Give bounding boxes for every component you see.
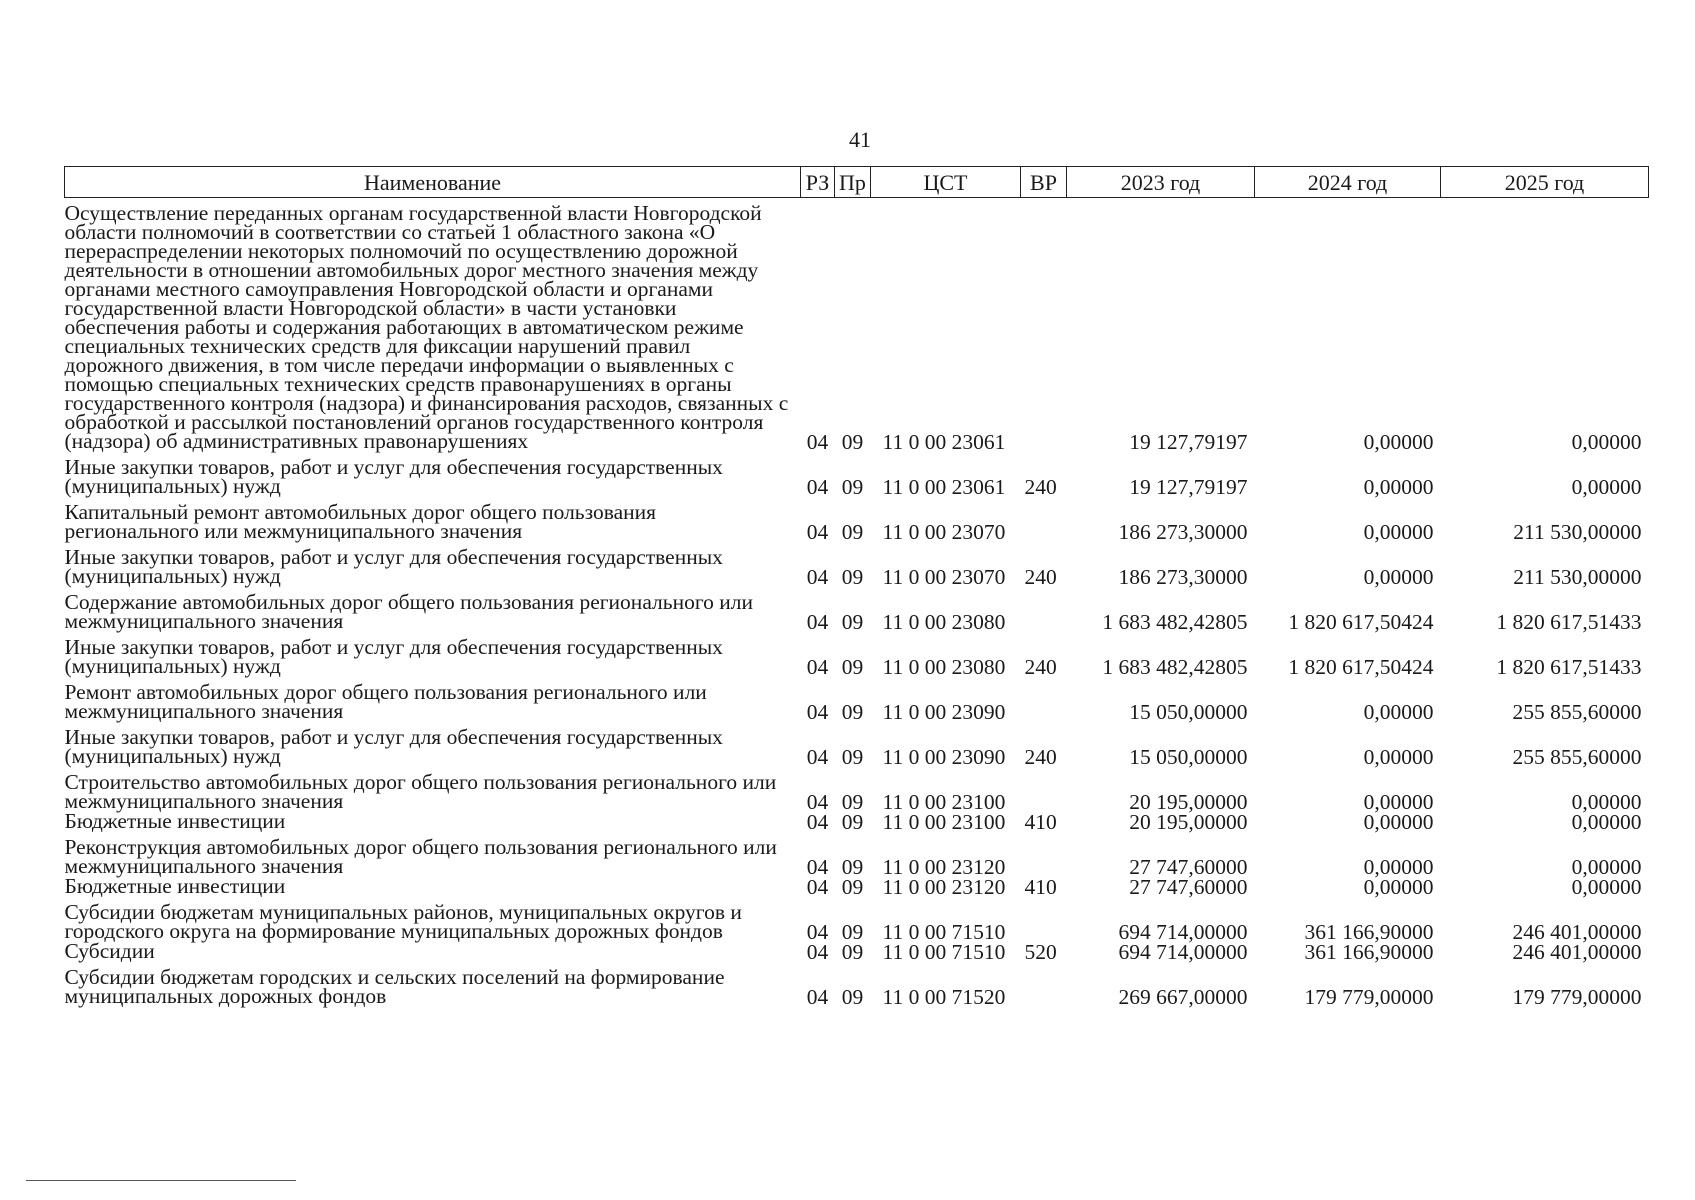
row-rz: 04	[806, 430, 829, 454]
row-name: Иные закупки товаров, работ и услуг для обеспечения государственных (муниципальных) нужд	[64, 545, 723, 588]
row-vr	[1021, 767, 1067, 812]
row-2025: 1 820 617,51433	[1496, 610, 1642, 634]
table-row	[65, 632, 1649, 677]
row-vr: 240	[1024, 475, 1057, 499]
row-rz: 04	[806, 745, 829, 769]
row-name: Иные закупки товаров, работ и услуг для обеспечения государственных (муниципальных) нужд	[64, 635, 723, 678]
row-2023: 19 127,79197	[1129, 475, 1248, 499]
row-2023: 15 050,00000	[1129, 700, 1248, 724]
row-2023: 20 195,00000	[1129, 790, 1248, 814]
table-row	[65, 677, 1649, 722]
row-pr: 09	[841, 700, 864, 724]
row-2024: 1 820 617,50424	[1288, 610, 1434, 634]
row-cst: 11 0 00 71520	[882, 985, 1006, 1009]
row-pr: 09	[841, 610, 864, 634]
table-row	[65, 722, 1649, 767]
row-2023: 27 747,60000	[1129, 875, 1248, 899]
row-rz: 04	[806, 610, 829, 634]
row-2024: 361 166,90000	[1304, 920, 1434, 944]
row-cst: 11 0 00 71510	[882, 920, 1006, 944]
row-rz: 04	[806, 655, 829, 679]
row-pr: 09	[841, 790, 864, 814]
row-2025: 246 401,00000	[1512, 920, 1642, 944]
row-name: Иные закупки товаров, работ и услуг для обеспечения государственных (муниципальных) нужд	[64, 725, 723, 768]
row-2025: 255 855,60000	[1512, 700, 1642, 724]
row-2024: 0,00000	[1363, 700, 1434, 724]
header-row	[65, 167, 1649, 198]
row-cst: 11 0 00 23070	[882, 520, 1006, 544]
header-2023: 2023 год	[1067, 167, 1255, 198]
table-row	[65, 877, 1649, 897]
row-2025: 0,00000	[1571, 475, 1642, 499]
row-vr: 240	[1024, 745, 1057, 769]
row-name: Содержание автомобильных дорог общего пользования регионального или межмуниципального значения	[64, 590, 753, 633]
header-2025: 2025 год	[1441, 167, 1649, 198]
row-cst: 11 0 00 23080	[882, 610, 1006, 634]
row-rz: 04	[806, 565, 829, 589]
row-name: Бюджетные инвестиции	[64, 874, 286, 898]
row-vr	[1021, 832, 1067, 877]
row-vr: 410	[1024, 810, 1057, 834]
row-vr	[1021, 897, 1067, 942]
row-2025: 246 401,00000	[1512, 940, 1642, 964]
row-2023: 694 714,00000	[1118, 920, 1248, 944]
row-name: Бюджетные инвестиции	[64, 809, 286, 833]
row-2024: 0,00000	[1363, 520, 1434, 544]
header-vr: ВР	[1021, 167, 1067, 198]
row-name: Капитальный ремонт автомобильных дорог общего пользования регионального или межмуниципального значения	[64, 500, 657, 543]
row-cst: 11 0 00 23120	[882, 875, 1006, 899]
row-rz: 04	[806, 875, 829, 899]
row-2024: 0,00000	[1363, 875, 1434, 899]
row-2023: 1 683 482,42805	[1102, 655, 1248, 679]
row-2024: 0,00000	[1363, 430, 1434, 454]
row-2025: 255 855,60000	[1512, 745, 1642, 769]
row-name: Осуществление переданных органам государственной власти Новгородской области полномочий в соответствии со статьей 1 областного закона «О перераспределении некоторых полномочий по осуществлению дорожной деятельности в отношении автомобильных дорог местного значения между органами местного самоуправления Новгородской области и органами государственной власти Новгородской области» в части установки обеспечения работы и содержания работающих в автоматическом режиме специальных технических средств для фиксации нарушений правил дорожного движения, в том числе передачи информации о выявленных с помощью специальных технических средств правонарушениях в органы государственного контроля (надзора) и финансирования расходов, связанных с обработкой и рассылкой постановлений органов государственного контроля (надзора) об административных правонарушениях	[64, 201, 789, 453]
row-2025: 0,00000	[1571, 430, 1642, 454]
row-2024: 361 166,90000	[1304, 940, 1434, 964]
row-cst: 11 0 00 23120	[882, 855, 1006, 879]
row-pr: 09	[841, 810, 864, 834]
row-name: Субсидии бюджетам городских и сельских поселений на формирование муниципальных дорожных фондов	[64, 965, 725, 1008]
row-2023: 1 683 482,42805	[1102, 610, 1248, 634]
row-cst: 11 0 00 23090	[882, 745, 1006, 769]
header-rz: РЗ	[801, 167, 835, 198]
table-row	[65, 962, 1649, 1007]
header-name: Наименование	[65, 167, 801, 198]
table-row	[65, 897, 1649, 942]
table-body	[65, 198, 1649, 1008]
row-name: Строительство автомобильных дорог общего пользования регионального или межмуниципального значения	[64, 770, 777, 813]
row-cst: 11 0 00 23100	[882, 790, 1006, 814]
row-2023: 269 667,00000	[1118, 985, 1248, 1009]
row-2025: 0,00000	[1571, 790, 1642, 814]
row-rz: 04	[806, 700, 829, 724]
header-2024: 2024 год	[1255, 167, 1441, 198]
table-row	[65, 452, 1649, 497]
row-rz: 04	[806, 940, 829, 964]
row-2025: 0,00000	[1571, 875, 1642, 899]
header-cst: ЦСТ	[871, 167, 1021, 198]
row-2023: 27 747,60000	[1129, 855, 1248, 879]
row-2025: 179 779,00000	[1512, 985, 1642, 1009]
row-2023: 186 273,30000	[1118, 565, 1248, 589]
row-pr: 09	[841, 430, 864, 454]
row-pr: 09	[841, 655, 864, 679]
row-2023: 15 050,00000	[1129, 745, 1248, 769]
row-cst: 11 0 00 23070	[882, 565, 1006, 589]
row-2025: 211 530,00000	[1513, 520, 1642, 544]
row-2024: 0,00000	[1363, 475, 1434, 499]
row-cst: 11 0 00 23080	[882, 655, 1006, 679]
row-pr: 09	[841, 920, 864, 944]
row-pr: 09	[841, 520, 864, 544]
row-cst: 11 0 00 23061	[882, 430, 1006, 454]
row-rz: 04	[806, 985, 829, 1009]
row-2024: 0,00000	[1363, 855, 1434, 879]
row-rz: 04	[806, 920, 829, 944]
row-vr	[1021, 587, 1067, 632]
table-row	[65, 587, 1649, 632]
row-2025: 0,00000	[1571, 855, 1642, 879]
row-vr: 520	[1024, 940, 1057, 964]
row-pr: 09	[841, 875, 864, 899]
footer-rule	[26, 1180, 296, 1181]
row-2024: 179 779,00000	[1304, 985, 1434, 1009]
row-rz: 04	[806, 855, 829, 879]
row-2025: 0,00000	[1571, 810, 1642, 834]
row-2024: 0,00000	[1363, 790, 1434, 814]
row-rz: 04	[806, 790, 829, 814]
table-row	[65, 942, 1649, 962]
row-vr	[1021, 497, 1067, 542]
page-number: 41	[849, 127, 871, 152]
row-pr: 09	[841, 745, 864, 769]
row-2025: 211 530,00000	[1513, 565, 1642, 589]
row-pr: 09	[841, 985, 864, 1009]
row-vr	[1021, 198, 1067, 453]
row-2023: 694 714,00000	[1118, 940, 1248, 964]
table-row	[65, 812, 1649, 832]
budget-table	[64, 166, 1649, 1007]
row-cst: 11 0 00 23061	[882, 475, 1006, 499]
row-pr: 09	[841, 565, 864, 589]
row-name: Субсидии бюджетам муниципальных районов, муниципальных округов и городского округа на формирование муниципальных дорожных фондов	[64, 900, 742, 943]
row-name: Иные закупки товаров, работ и услуг для обеспечения государственных (муниципальных) нужд	[64, 455, 723, 498]
row-2024: 1 820 617,50424	[1288, 655, 1434, 679]
row-name: Субсидии	[64, 939, 155, 963]
row-2023: 186 273,30000	[1118, 520, 1248, 544]
row-rz: 04	[806, 520, 829, 544]
row-name: Ремонт автомобильных дорог общего пользования регионального или межмуниципального значения	[64, 680, 707, 723]
row-cst: 11 0 00 71510	[882, 940, 1006, 964]
row-vr	[1021, 962, 1067, 1007]
row-pr: 09	[841, 940, 864, 964]
row-2024: 0,00000	[1363, 810, 1434, 834]
row-2024: 0,00000	[1363, 565, 1434, 589]
row-rz: 04	[806, 475, 829, 499]
row-pr: 09	[841, 475, 864, 499]
table-row	[65, 497, 1649, 542]
row-vr: 240	[1024, 565, 1057, 589]
row-2024: 0,00000	[1363, 745, 1434, 769]
table-row	[65, 198, 1649, 453]
row-name: Реконструкция автомобильных дорог общего пользования регионального или межмуниципального значения	[64, 835, 777, 878]
table-row	[65, 832, 1649, 877]
row-2023: 19 127,79197	[1129, 430, 1248, 454]
table-row	[65, 542, 1649, 587]
row-vr	[1021, 677, 1067, 722]
row-pr: 09	[841, 855, 864, 879]
row-cst: 11 0 00 23090	[882, 700, 1006, 724]
row-vr: 410	[1024, 875, 1057, 899]
row-rz: 04	[806, 810, 829, 834]
table-row	[65, 767, 1649, 812]
row-2023: 20 195,00000	[1129, 810, 1248, 834]
row-2025: 1 820 617,51433	[1496, 655, 1642, 679]
row-cst: 11 0 00 23100	[882, 810, 1006, 834]
row-vr: 240	[1024, 655, 1057, 679]
header-pr: Пр	[835, 167, 871, 198]
